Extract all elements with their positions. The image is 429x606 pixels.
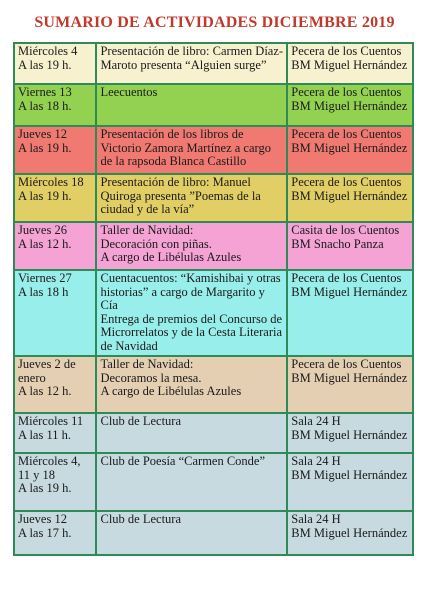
date-cell: Viernes 13 A las 18 h. <box>14 84 96 126</box>
date-cell: Viernes 27 A las 18 h <box>14 270 96 356</box>
date-cell: Miércoles 11 A las 11 h. <box>14 413 96 453</box>
table-row <box>14 413 413 453</box>
place-cell: Casita de los Cuentos BM Snacho Panza <box>287 222 413 270</box>
date-cell: Miércoles 18 A las 19 h. <box>14 174 96 222</box>
activity-cell: Taller de Navidad: Decoración con piñas. A cargo de Libélulas Azules <box>96 222 287 270</box>
place-cell: Pecera de los Cuentos BM Miguel Hernández <box>287 356 413 413</box>
table-row <box>14 356 413 413</box>
table-row <box>14 270 413 356</box>
activity-cell: Leecuentos <box>96 84 287 126</box>
table-row <box>14 453 413 511</box>
activities-table <box>13 42 414 556</box>
table-row <box>14 511 413 555</box>
date-cell: Miércoles 4, 11 y 18 A las 19 h. <box>14 453 96 511</box>
place-cell: Pecera de los Cuentos BM Miguel Hernández <box>287 174 413 222</box>
activity-cell: Taller de Navidad: Decoramos la mesa. A cargo de Libélulas Azules <box>96 356 287 413</box>
date-cell: Jueves 2 de enero A las 12 h. <box>14 356 96 413</box>
activities-table-body <box>14 43 413 555</box>
activity-cell: Presentación de los libros de Victorio Zamora Martínez a cargo de la rapsoda Blanca Castillo <box>96 126 287 174</box>
place-cell: Sala 24 H BM Miguel Hernández <box>287 511 413 555</box>
date-cell: Jueves 26 A las 12 h. <box>14 222 96 270</box>
table-row <box>14 84 413 126</box>
table-row <box>14 222 413 270</box>
activity-cell: Club de Poesía “Carmen Conde” <box>96 453 287 511</box>
date-cell: Miércoles 4 A las 19 h. <box>14 43 96 84</box>
place-cell: Pecera de los Cuentos BM Miguel Hernández <box>287 126 413 174</box>
activity-cell: Presentación de libro: Carmen Díaz-Maroto presenta “Alguien surge” <box>96 43 287 84</box>
place-cell: Pecera de los Cuentos BM Miguel Hernández <box>287 270 413 356</box>
date-cell: Jueves 12 A las 17 h. <box>14 511 96 555</box>
activity-cell: Club de Lectura <box>96 413 287 453</box>
page-title: SUMARIO DE ACTIVIDADES DICIEMBRE 2019 <box>34 14 395 31</box>
date-cell: Jueves 12 A las 19 h. <box>14 126 96 174</box>
place-cell: Pecera de los Cuentos BM Miguel Hernández <box>287 84 413 126</box>
place-cell: Sala 24 H BM Miguel Hernández <box>287 413 413 453</box>
table-row <box>14 174 413 222</box>
place-cell: Pecera de los Cuentos BM Miguel Hernández <box>287 43 413 84</box>
table-row <box>14 126 413 174</box>
activity-cell: Presentación de libro: Manuel Quiroga presenta ”Poemas de la ciudad y de la vía” <box>96 174 287 222</box>
table-row <box>14 43 413 84</box>
activity-cell: Cuentacuentos: “Kamishibai y otras historias” a cargo de Margarito y Cía Entrega de premios del Concurso de Microrrelatos y de la Cesta Literaria de Navidad <box>96 270 287 356</box>
activity-cell: Club de Lectura <box>96 511 287 555</box>
place-cell: Sala 24 H BM Miguel Hernández <box>287 453 413 511</box>
